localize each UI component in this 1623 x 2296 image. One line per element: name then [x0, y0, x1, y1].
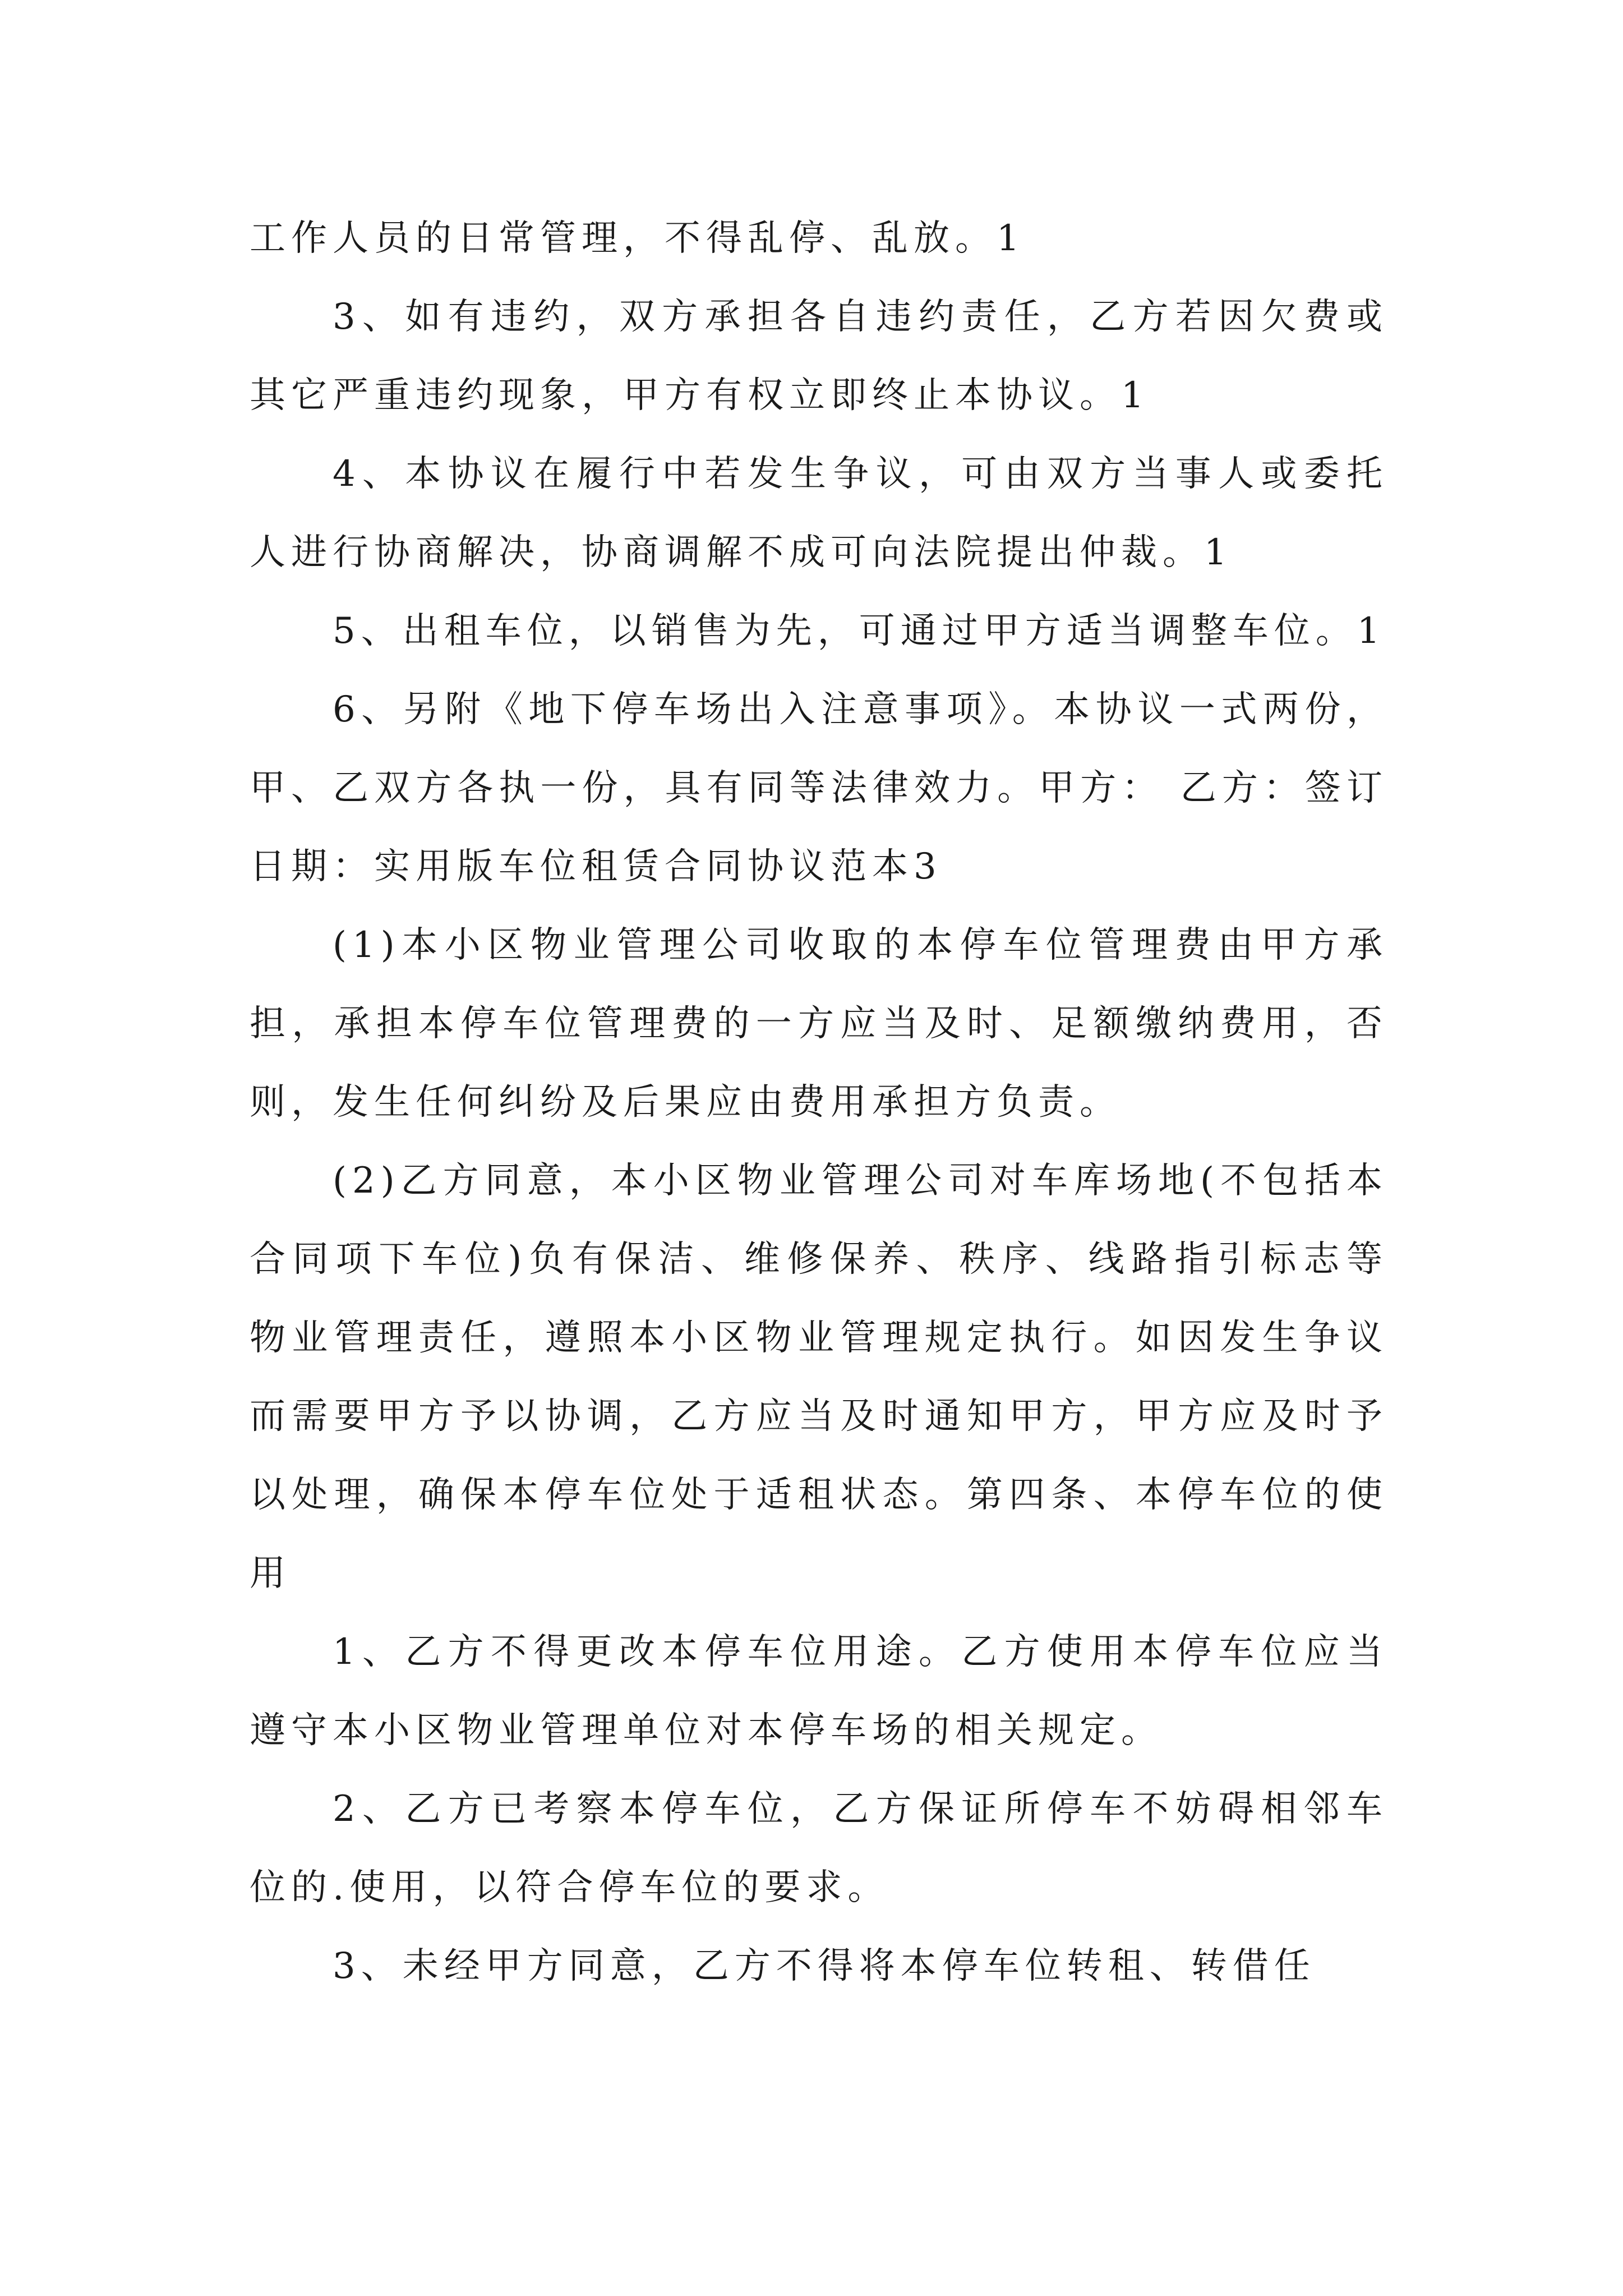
paragraph-usage-1: 1、乙方不得更改本停车位用途。乙方使用本停车位应当遵守本小区物业管理单位对本停车场的相关规定。	[250, 1631, 1388, 1751]
paragraph-usage-2: 2、乙方已考察本停车位，乙方保证所停车不妨碍相邻车位的.使用，以符合停车位的要求。	[250, 1788, 1388, 1908]
paragraph-clause-6-attachment: 6、另附《地下停车场出入注意事项》。本协议一式两份，甲、乙双方各执一份，具有同等法律效力。甲方： 乙方：签订日期：实用版车位租赁合同协议范本3	[250, 689, 1388, 887]
paragraph-item-1-management-fee: (1)本小区物业管理公司收取的本停车位管理费由甲方承担，承担本停车位管理费的一方应当及时、足额缴纳费用，否则，发生任何纠纷及后果应由费用承担方负责。	[250, 924, 1388, 1123]
paragraph-continuation: 工作人员的日常管理，不得乱停、乱放。1	[250, 218, 1025, 259]
paragraph-clause-3-breach: 3、如有违约，双方承担各自违约责任，乙方若因欠费或其它严重违约现象，甲方有权立即终止本协议。1	[250, 296, 1388, 416]
paragraph-clause-4-dispute: 4、本协议在履行中若发生争议，可由双方当事人或委托人进行协商解决，协商调解不成可向法院提出仲裁。1	[250, 453, 1388, 573]
paragraph-usage-3: 3、未经甲方同意，乙方不得将本停车位转租、转借任	[333, 1945, 1316, 1987]
document-body	[250, 199, 1388, 2005]
paragraph-clause-5-rental: 5、出租车位，以销售为先，可通过甲方适当调整车位。1	[333, 610, 1386, 652]
paragraph-item-2-property-management: (2)乙方同意，本小区物业管理公司对车库场地(不包括本合同项下车位)负有保洁、维修保养、秩序、线路指引标志等物业管理责任，遵照本小区物业管理规定执行。如因发生争议而需要甲方予以协调，乙方应当及时通知甲方，甲方应及时予以处理，确保本停车位处于适租状态。第四条、本停车位的使用	[250, 1160, 1388, 1594]
